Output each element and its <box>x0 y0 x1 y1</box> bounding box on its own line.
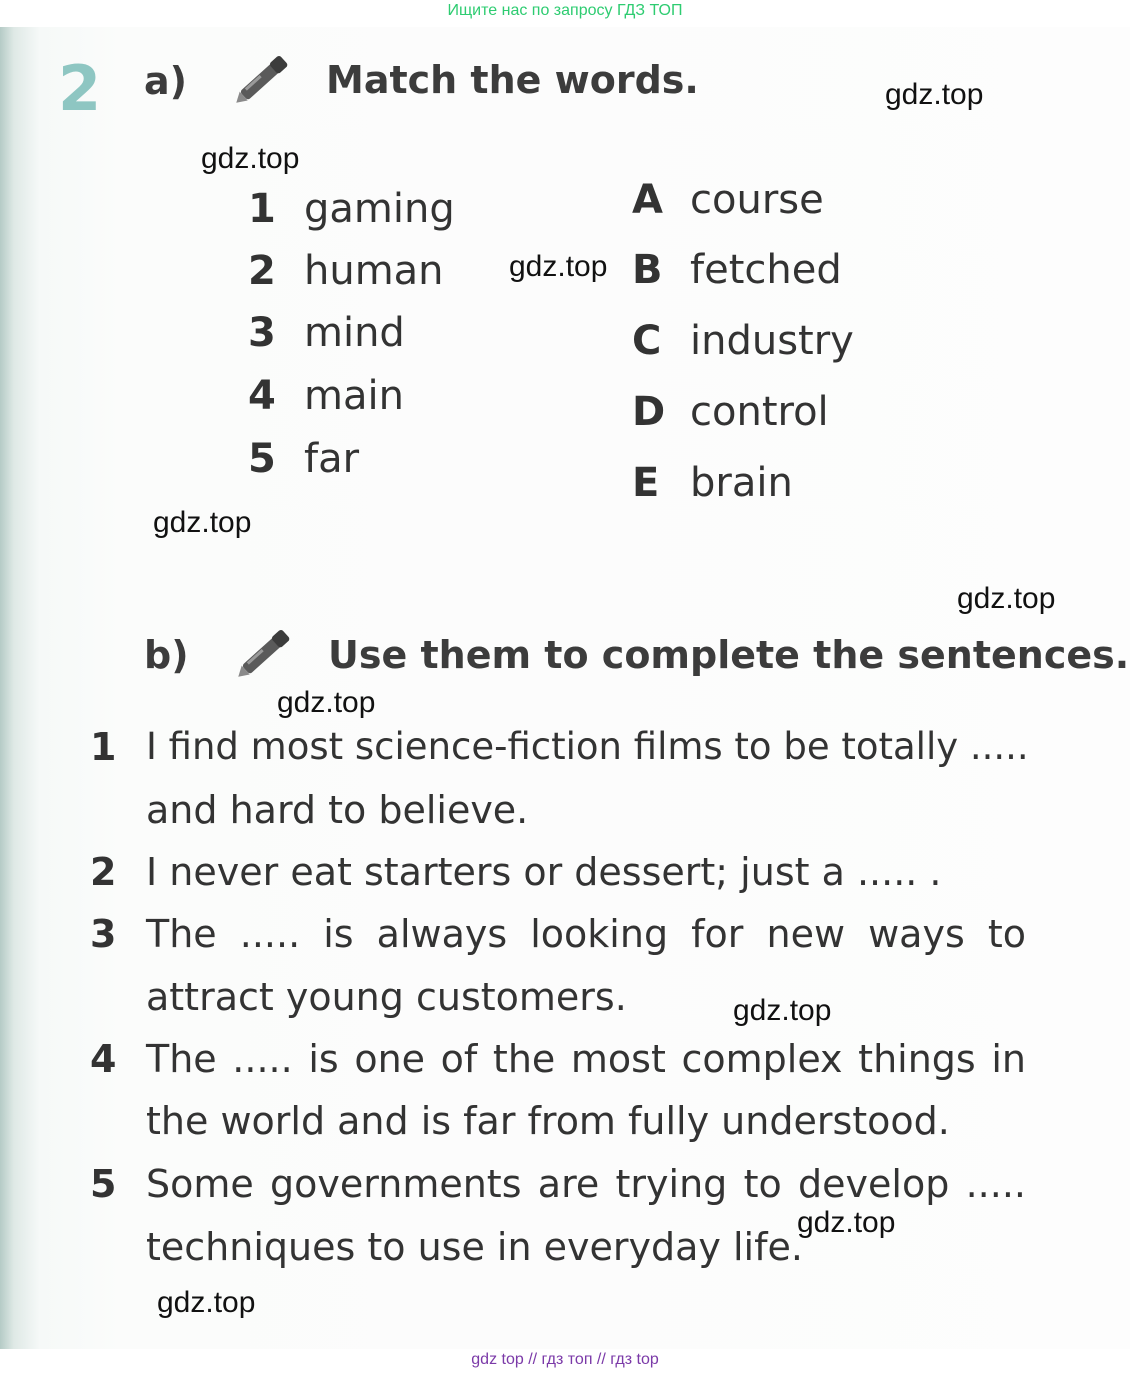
left-word: human <box>304 248 444 294</box>
right-word-letter: D <box>632 389 666 435</box>
sentence-number: 1 <box>90 725 117 769</box>
bottom-banner[interactable]: gdz top // гдз топ // гдз top <box>471 1351 659 1368</box>
sentence-number: 4 <box>90 1037 117 1081</box>
sentence-line: Some governments are trying to develop ..... <box>146 1162 1026 1206</box>
left-word-number: 2 <box>248 248 276 294</box>
part-b-label: b) <box>144 633 189 677</box>
watermark: gdz.top <box>957 582 1056 615</box>
right-word-letter: B <box>632 247 663 293</box>
top-banner[interactable]: Ищите нас по запросу ГДЗ ТОП <box>447 2 683 19</box>
sentence-line: The ..... is always looking for new ways to <box>146 912 1026 956</box>
left-word: far <box>304 436 360 482</box>
left-word-number: 5 <box>248 436 276 482</box>
pen-icon <box>226 40 306 112</box>
sentence-line: and hard to believe. <box>146 788 529 832</box>
exercise-number: 2 <box>58 52 102 125</box>
left-word: main <box>304 373 404 419</box>
sentence-line: attract young customers. <box>146 975 627 1019</box>
pen-icon <box>228 614 308 686</box>
right-word: fetched <box>690 247 842 293</box>
right-word: course <box>690 177 824 223</box>
watermark: gdz.top <box>885 78 984 111</box>
right-word: control <box>690 389 829 435</box>
watermark: gdz.top <box>733 994 832 1027</box>
part-a-label: a) <box>144 59 188 103</box>
watermark: gdz.top <box>797 1206 896 1239</box>
left-word: gaming <box>304 186 455 232</box>
left-word-number: 1 <box>248 186 276 232</box>
right-word: industry <box>690 318 854 364</box>
sentence-line: techniques to use in everyday life. <box>146 1225 803 1269</box>
watermark: gdz.top <box>153 506 252 539</box>
sentence-line: the world and is far from fully understood. <box>146 1099 950 1143</box>
sentence-number: 2 <box>90 850 117 894</box>
textbook-page <box>0 27 1130 1349</box>
left-word-number: 3 <box>248 310 276 356</box>
watermark: gdz.top <box>201 142 300 175</box>
part-a-instruction: Match the words. <box>326 58 699 102</box>
sentence-line: I never eat starters or dessert; just a ..... . <box>146 850 942 894</box>
sentence-line: I find most science-fiction films to be totally ..... <box>146 725 1029 768</box>
right-word-letter: A <box>632 177 663 223</box>
sentence-number: 3 <box>90 912 117 956</box>
right-word-letter: C <box>632 318 662 364</box>
right-word: brain <box>690 460 793 506</box>
sentence-line: The ..... is one of the most complex things in <box>146 1037 1026 1081</box>
right-word-letter: E <box>632 460 660 506</box>
watermark: gdz.top <box>157 1286 256 1319</box>
watermark: gdz.top <box>509 250 608 283</box>
left-word-number: 4 <box>248 373 276 419</box>
part-b-instruction: Use them to complete the sentences. <box>328 633 1130 677</box>
watermark: gdz.top <box>277 686 376 719</box>
sentence-number: 5 <box>90 1162 117 1206</box>
left-word: mind <box>304 310 405 356</box>
